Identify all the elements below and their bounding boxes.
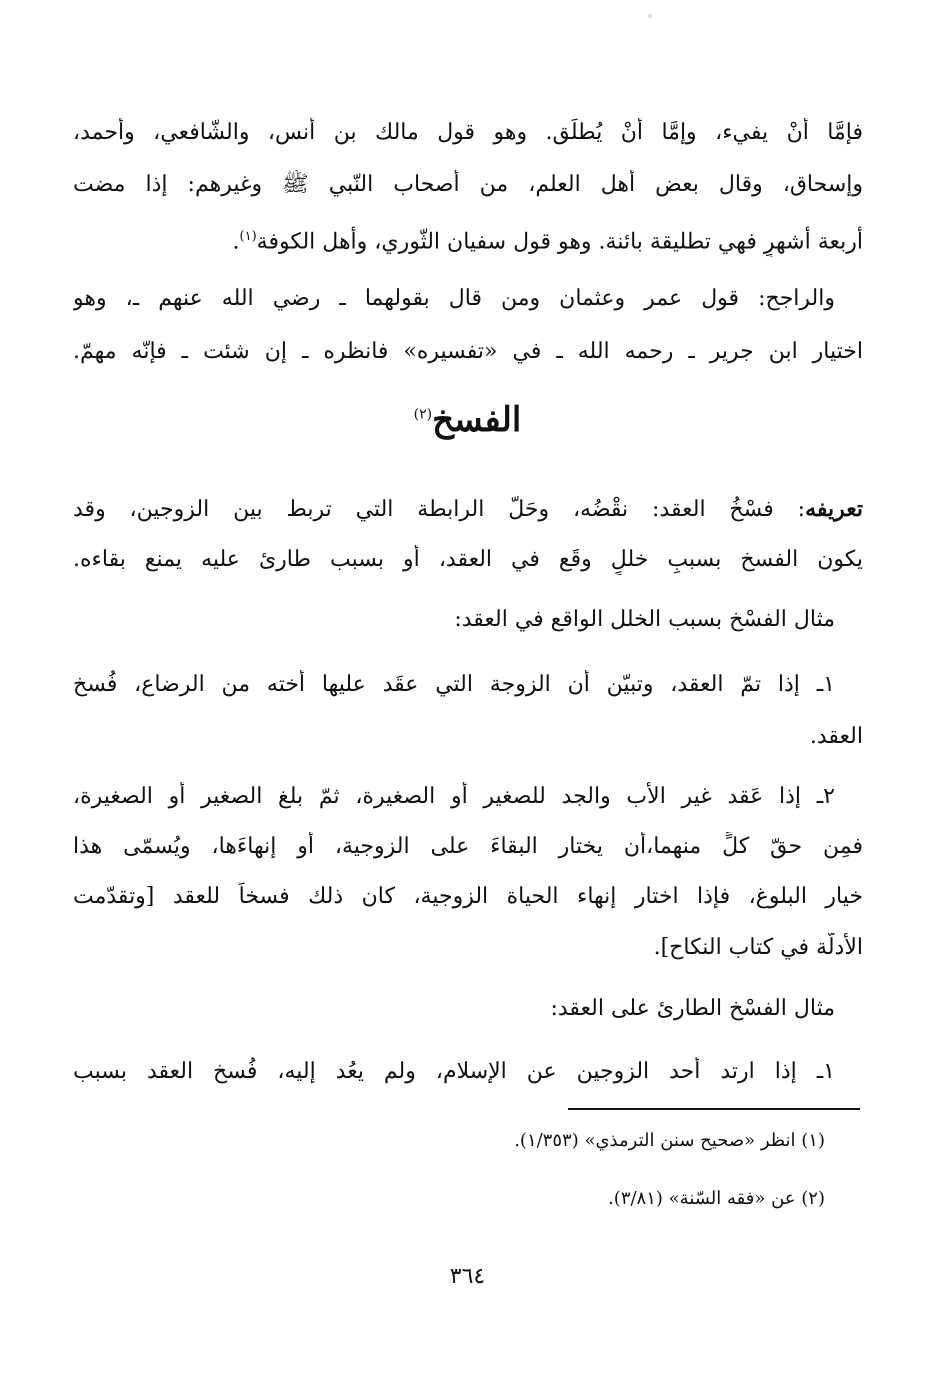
page-number: ٣٦٤ <box>449 1264 486 1289</box>
footnote-ref-1: (١) <box>239 229 257 244</box>
para1-line3-end: . <box>232 229 240 255</box>
item3-line1: ١ـ إذا ارتد أحد الزوجين عن الإسلام، ولم يعُد إليه، فُسخ العقد بسبب <box>73 1059 835 1084</box>
para1-line2: وإسحاق، وقال بعض أهل العلم، من أصحاب النّبي ﷺ وغيرهم: إذا مضت <box>73 172 863 197</box>
footnote-separator <box>568 1108 860 1110</box>
footnote-ref-2: (٢) <box>413 406 433 423</box>
para2-line2: اختيار ابن جرير ـ رحمه الله ـ في «تفسيره» فانظره ـ إن شئت ـ فإنّه مهمّ. <box>73 339 863 364</box>
definition-line1 <box>73 494 863 525</box>
footnote-2: (٢) عن «فقه السّنة» (٣/٨١). <box>608 1188 825 1209</box>
footnote-1: (١) انظر «صحيح سنن الترمذي» (١/٣٥٣). <box>514 1130 825 1151</box>
para1-line1: فإمَّا أنْ يفيء، وإمَّا أنْ يُطلِّق. وهو قول مالك بن أنس، والشّافعي، وأحمد، <box>73 120 863 145</box>
item2-line1: ٢ـ إذا عَقد غير الأب والجد للصغير أو الصغيرة، ثمّ بلغ الصغير أو الصغيرة، <box>73 784 835 809</box>
definition-line2: يكون الفسخ بسببِ خللٍ وقَع في العقد، أو بسبب طارئ عليه يمنع بقاءه. <box>73 547 863 572</box>
item2-line3: خيار البلوغ، فإذا اختار إنهاء الحياة الزوجية، كان ذلك فسخاً للعقد [وتقدّمت <box>73 884 863 909</box>
para1-line3-text: أربعة أشهرٍ فهي تطليقة بائنة. وهو قول سفيان الثّوري، وأهل الكوفة <box>256 229 863 255</box>
item2-line2: فمِن حقّ كلٍّ منهما،أن يختار البقاءَ على الزوجية، أو إنهاءَها، ويُسمّى هذا <box>73 834 863 859</box>
section-heading <box>0 400 935 440</box>
para2-line1: والراجح: قول عمر وعثمان ومن قال بقولهما ـ رضي الله عنهم ـ، وهو <box>73 286 835 311</box>
example2-title: مثال الفسْخ الطارئ على العقد: <box>550 996 835 1021</box>
scan-speck <box>648 14 652 18</box>
section-title: الفسخ <box>432 400 522 440</box>
definition-line1-text: : فسْخُ العقد: نقْضُه، وحَلّ الرابطة التي تربط بين الزوجين، وقد <box>73 497 806 522</box>
example1-title: مثال الفسْخ بسبب الخلل الواقع في العقد: <box>454 607 835 632</box>
item2-line4: الأدلّة في كتاب النكاح]. <box>653 935 863 960</box>
item1-line2: العقد. <box>809 724 863 749</box>
para1-line3 <box>73 222 863 257</box>
item1-line1: ١ـ إذا تمّ العقد، وتبيّن أن الزوجة التي عقَد عليها أخته من الرضاع، فُسخ <box>73 672 835 697</box>
definition-label: تعريفه <box>805 496 863 522</box>
